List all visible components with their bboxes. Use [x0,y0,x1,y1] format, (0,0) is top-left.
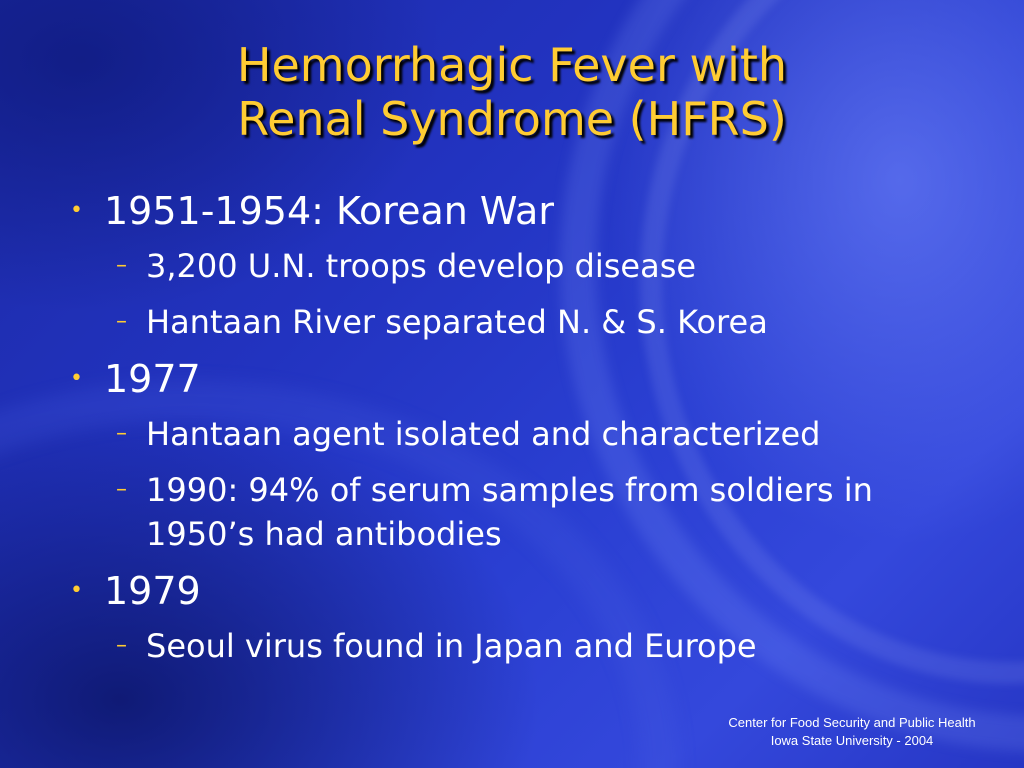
sub-bullet-text: Hantaan agent isolated and characterized [146,415,821,453]
sub-bullet-item [60,300,990,344]
sub-bullet-marker: – [116,633,127,658]
footer-organization: Center for Food Security and Public Health [728,715,976,730]
bullet-text: 1979 [104,569,201,613]
sub-bullet-text: Seoul virus found in Japan and Europe [146,627,757,665]
bullet-text: 1977 [104,357,201,401]
slide-title-line: Hemorrhagic Fever with [236,38,788,92]
bullet-list [60,188,990,680]
bullet-text: 1951-1954: Korean War [104,189,554,233]
slide-title [0,38,1024,146]
sub-bullet-marker: – [116,421,127,446]
slide-footer [702,714,1002,750]
bullet-marker: • [70,578,83,603]
sub-bullet-text: Hantaan River separated N. & S. Korea [146,303,768,341]
bullet-marker: • [70,366,83,391]
bullet-marker: • [70,198,83,223]
sub-bullet-text: 3,200 U.N. troops develop disease [146,247,697,285]
sub-bullet-marker: – [116,477,127,502]
footer-institution: Iowa State University - 2004 [770,733,934,748]
sub-bullet-item [60,624,990,668]
sub-bullet-item [60,412,990,456]
slide-title-line: Renal Syndrome (HFRS) [237,92,787,146]
sub-bullet-marker: – [116,309,127,334]
sub-bullet-item [60,244,990,288]
sub-bullet-text: 1990: 94% of serum samples from soldiers in 1950’s had antibodies [146,471,873,553]
bullet-item [60,356,990,402]
sub-bullet-marker: – [116,253,127,278]
bullet-item [60,188,990,234]
bullet-item [60,568,990,614]
sub-bullet-item [60,468,990,556]
